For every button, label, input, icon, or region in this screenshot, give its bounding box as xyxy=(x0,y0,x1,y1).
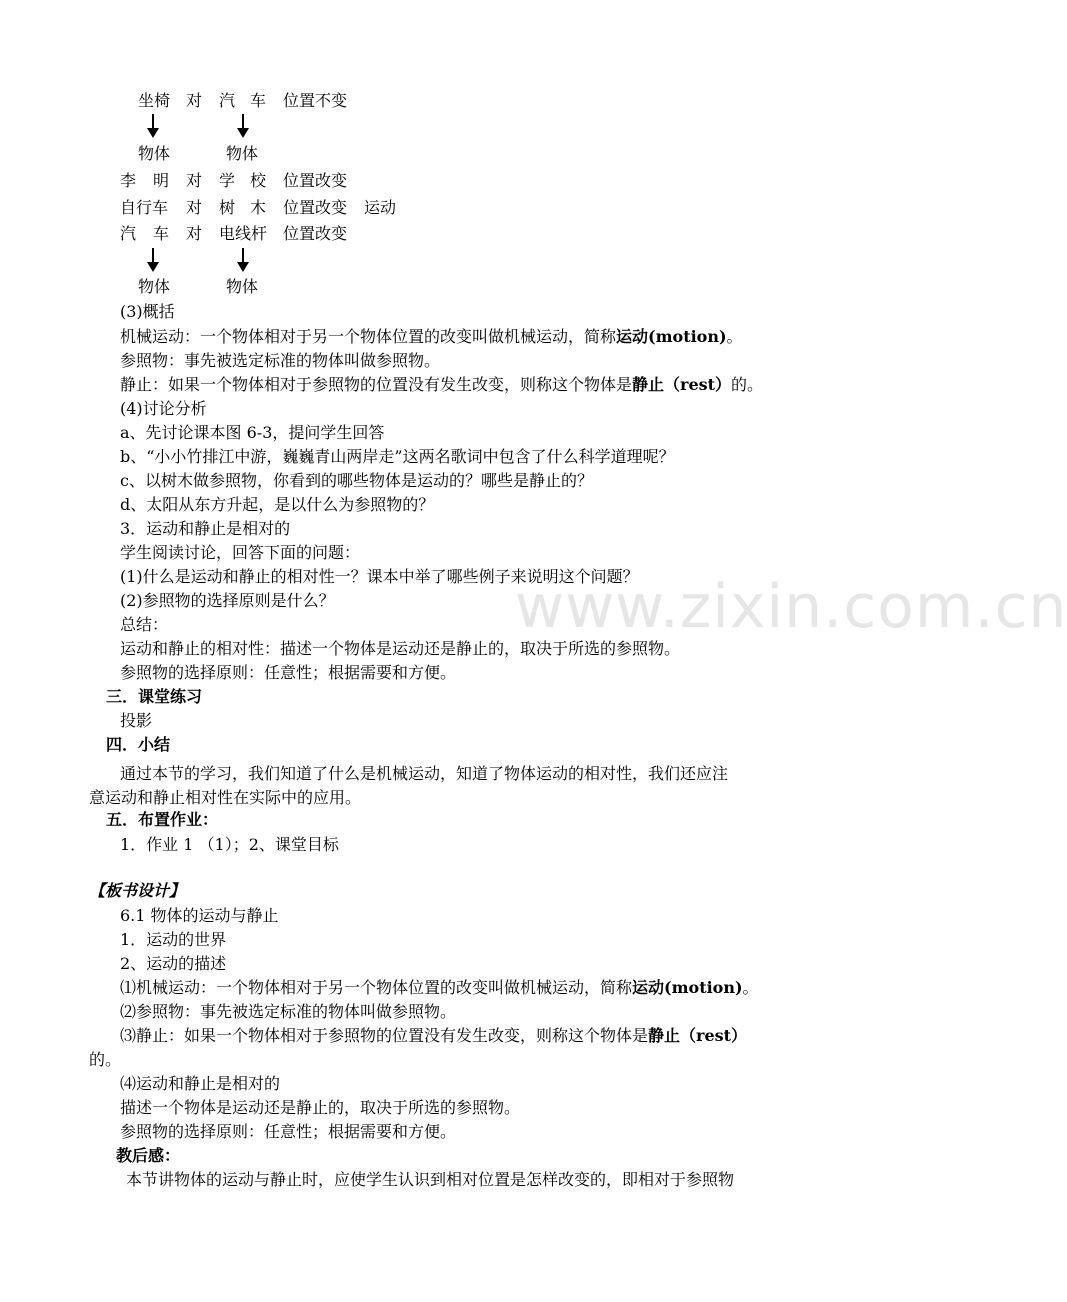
text-line: (1)什么是运动和静止的相对性一？课本中举了哪些例子来说明这个问题？ xyxy=(120,567,639,586)
diagram-text: 位置改变 xyxy=(283,171,348,190)
watermark: www.zixin.com.cn xyxy=(515,572,1067,642)
down-arrow-icon xyxy=(242,248,244,270)
diagram-text: 汽 xyxy=(219,91,236,110)
diagram-text: 车 xyxy=(250,91,267,110)
diagram-text: 位置改变 xyxy=(283,198,348,217)
diagram-text: 物体 xyxy=(226,277,259,296)
text-line: a、先讨论课本图 6-3，提问学生回答 xyxy=(120,423,385,442)
text-line: (2)参照物的选择原则是什么？ xyxy=(120,591,335,610)
text-line: 运动和静止的相对性：描述一个物体是运动还是静止的，取决于所选的参照物。 xyxy=(120,639,681,658)
diagram-text: 学 xyxy=(219,171,236,190)
text-line: 通过本节的学习，我们知道了什么是机械运动，知道了物体运动的相对性，我们还应注 xyxy=(120,764,729,783)
section-heading: 三．课堂练习 xyxy=(106,687,203,706)
text-line: d、太阳从东方升起，是以什么为参照物的？ xyxy=(120,495,435,514)
diagram-text: 运动 xyxy=(364,198,397,217)
section-heading: 五．布置作业： xyxy=(106,810,219,829)
diagram-text: 物体 xyxy=(138,144,171,163)
text-line: c、以树木做参照物，你看到的哪些物体是运动的？哪些是静止的？ xyxy=(120,471,593,490)
diagram-text: 汽 xyxy=(120,224,137,243)
text-line: (4)讨论分析 xyxy=(120,399,207,418)
text-line: 意运动和静止相对性在实际中的应用。 xyxy=(89,788,362,807)
text-line: 参照物的选择原则：任意性；根据需要和方便。 xyxy=(120,1122,457,1141)
diagram-text: 物体 xyxy=(138,277,171,296)
text-line: 静止：如果一个物体相对于参照物的位置没有发生改变，则称这个物体是静止（rest）的。 xyxy=(120,375,764,394)
diagram-text: 坐椅 xyxy=(138,91,171,110)
diagram-text: 车 xyxy=(153,224,170,243)
reflection-heading: 教后感： xyxy=(116,1146,181,1165)
text-line: 的。 xyxy=(89,1050,122,1069)
section-heading: 四．小结 xyxy=(106,735,171,754)
diagram-text: 明 xyxy=(153,171,170,190)
diagram-text: 树 xyxy=(219,198,236,217)
text-line: 参照物：事先被选定标准的物体叫做参照物。 xyxy=(120,351,441,370)
text-line: 机械运动：一个物体相对于另一个物体位置的改变叫做机械运动，简称运动(motion)。 xyxy=(120,327,743,346)
text-line: ⑵参照物：事先被选定标准的物体叫做参照物。 xyxy=(120,1002,457,1021)
diagram-text: 李 xyxy=(120,171,137,190)
diagram-text: 物体 xyxy=(226,144,259,163)
diagram-text: 对 xyxy=(186,224,203,243)
diagram-text: 自行车 xyxy=(120,198,169,217)
text-line: 3．运动和静止是相对的 xyxy=(120,519,291,538)
text-line: 6.1 物体的运动与静止 xyxy=(120,906,279,925)
board-design-heading: 【板书设计】 xyxy=(89,881,186,900)
diagram-text: 对 xyxy=(186,91,203,110)
text-line: ⑶静止：如果一个物体相对于参照物的位置没有发生改变，则称这个物体是静止（rest） xyxy=(120,1026,748,1045)
text-line: 描述一个物体是运动还是静止的，取决于所选的参照物。 xyxy=(120,1098,521,1117)
diagram-text: 位置改变 xyxy=(283,224,348,243)
text-line: 学生阅读讨论，回答下面的问题： xyxy=(120,543,361,562)
text-line: (3)概括 xyxy=(120,302,175,321)
text-line: 1．运动的世界 xyxy=(120,930,227,949)
text-line: 1．作业 1 （1）；2、课堂目标 xyxy=(120,835,339,854)
text-line: 本节讲物体的运动与静止时，应使学生认识到相对位置是怎样改变的，即相对于参照物 xyxy=(126,1170,735,1189)
diagram-text: 木 xyxy=(250,198,267,217)
text-line: ⑴机械运动：一个物体相对于另一个物体位置的改变叫做机械运动，简称运动(motion)。 xyxy=(120,978,759,997)
diagram-text: 校 xyxy=(250,171,267,190)
text-line: b、“小小竹排江中游，巍巍青山两岸走”这两名歌词中包含了什么科学道理呢？ xyxy=(120,447,675,466)
diagram-text: 位置不变 xyxy=(283,91,348,110)
text-line: 总结： xyxy=(120,615,169,634)
down-arrow-icon xyxy=(242,114,244,136)
diagram-text: 对 xyxy=(186,198,203,217)
down-arrow-icon xyxy=(152,248,154,270)
text-line: 2、运动的描述 xyxy=(120,954,227,973)
text-line: 投影 xyxy=(120,711,153,730)
diagram-text: 电线杆 xyxy=(219,224,268,243)
diagram-text: 对 xyxy=(186,171,203,190)
text-line: 参照物的选择原则：任意性；根据需要和方便。 xyxy=(120,663,457,682)
down-arrow-icon xyxy=(152,114,154,136)
text-line: ⑷运动和静止是相对的 xyxy=(120,1074,281,1093)
